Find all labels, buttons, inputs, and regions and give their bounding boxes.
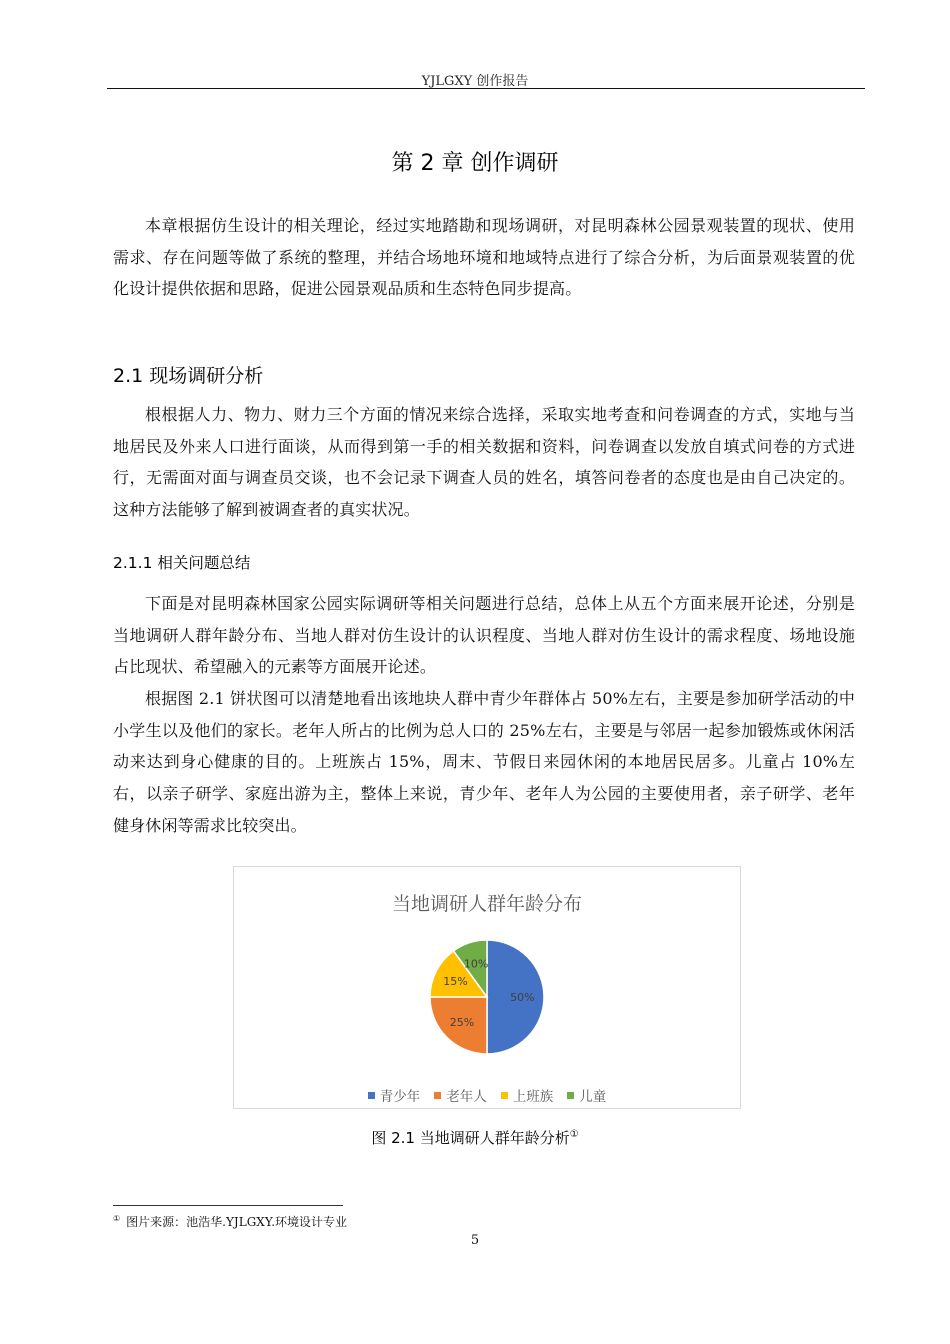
section-title-2-1: 2.1 现场调研分析 (113, 365, 264, 387)
legend-item-3 (501, 1085, 554, 1105)
section-2-1-1-paragraph-1: 下面是对昆明森林国家公园实际调研等相关问题进行总结，总体上从五个方面来展开论述，分别是当地调研人群年龄分布、当地人群对仿生设计的认识程度、当地人群对仿生设计的需求程度、场地设施占比现状、希望融入的元素等方面展开论述。 (113, 594, 855, 677)
footnote-text: 图片来源：池浩华.YJLGXY.环境设计专业 (126, 1215, 348, 1229)
chart-title: 当地调研人群年龄分布 (391, 893, 582, 915)
figure-caption-text: 图 2.1 当地调研人群年龄分析 (371, 1129, 570, 1147)
legend-item-1 (368, 1085, 421, 1105)
pie-data-label-3: 15% (443, 974, 468, 988)
pie-data-label-4: 10% (463, 957, 489, 971)
section-2-1-paragraph: 根根据人力、物力、财力三个方面的情况来综合选择，采取实地考查和问卷调查的方式，实地与当地居民及外来人口进行面谈，从而得到第一手的相关数据和资料，问卷调查以发放自填式问卷的方式进行，无需面对面与调查员交谈，也不会记录下调查人员的姓名，填答问卷者的态度也是由自己决定的。这种方法能够了解到被调查者的真实状况。 (113, 405, 855, 520)
legend-label-1: 青少年 (379, 1089, 421, 1105)
legend-label-2: 老年人 (446, 1089, 487, 1105)
legend-swatch-4 (567, 1092, 574, 1099)
running-header: YJLGXY 创作报告 (421, 74, 529, 89)
footnote-mark: ① (113, 1214, 121, 1223)
header-rule (107, 88, 865, 89)
chart-legend (234, 1085, 740, 1105)
pie-data-label-2: 25% (449, 1015, 475, 1029)
pie-chart-figure (233, 866, 741, 1109)
intro-paragraph: 本章根据仿生设计的相关理论，经过实地踏勘和现场调研，对昆明森林公园景观装置的现状、使用需求、存在问题等做了系统的整理，并结合场地环境和地域特点进行了综合分析，为后面景观装置的优化设计提供依据和思路，促进公园景观品质和生态特色同步提高。 (113, 216, 855, 299)
chapter-title: 第 2 章 创作调研 (391, 151, 559, 176)
page-number: 5 (470, 1233, 480, 1248)
figure-caption (0, 1127, 950, 1148)
legend-label-4: 儿童 (579, 1089, 607, 1105)
legend-swatch-1 (368, 1092, 375, 1099)
footnote (113, 1213, 347, 1230)
figure-footnote-mark: ① (569, 1129, 579, 1140)
legend-swatch-3 (501, 1092, 508, 1099)
subsection-title-2-1-1: 2.1.1 相关问题总结 (113, 554, 251, 572)
footnote-rule (113, 1205, 343, 1206)
pie-data-label-1: 50% (510, 991, 535, 1004)
section-2-1-1-paragraph-2: 根据图 2.1 饼状图可以清楚地看出该地块人群中青少年群体占 50%左右，主要是参加研学活动的中小学生以及他们的家长。老年人所占的比例为总人口的 25%左右，主要是与邻居一起参加锻炼或休闲活动来达到身心健康的目的。上班族占 15%，周末、节假日来园休闲的本地居民居多。儿童占 10%左右，以亲子研学、家庭出游为主，整体上来说，青少年、老年人为公园的主要使用者，亲子研学、老年健身休闲等需求比较突出。 (113, 689, 855, 835)
legend-swatch-2 (434, 1092, 441, 1099)
pie-chart (234, 867, 740, 1108)
legend-item-4 (567, 1085, 606, 1105)
legend-item-2 (434, 1085, 487, 1105)
legend-label-3: 上班族 (512, 1089, 554, 1105)
